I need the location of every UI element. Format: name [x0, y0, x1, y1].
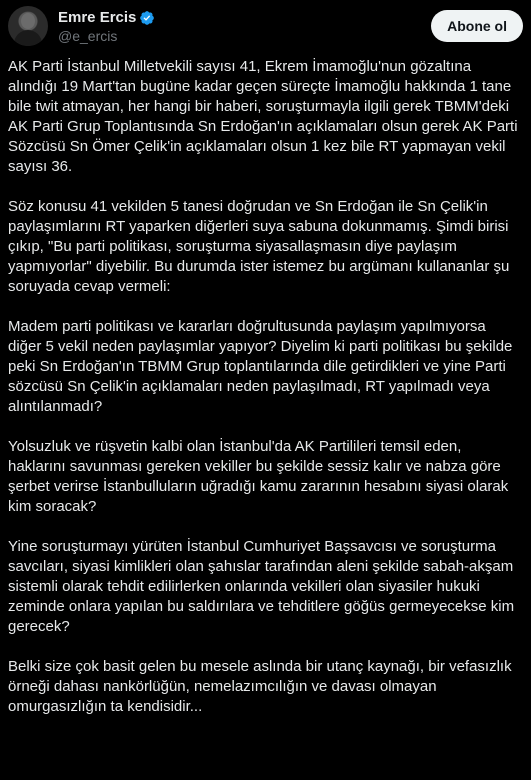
- tweet-paragraph: Belki size çok basit gelen bu mesele aslında bir utanç kaynağı, bir vefasızlık örneği dahası nankörlüğün, nemelazımcılığın ve davası olmayan omurgasızlığın ta kendisidir...: [8, 658, 512, 715]
- tweet-paragraph: Yolsuzluk ve rüşvetin kalbi olan İstanbul'da AK Partilileri temsil eden, haklarını savunması gereken vekiller bu şekilde sessiz kalır ve nabza göre şerbet verirse İstanbulluların uğradığı kamu zararının hesabını siyasi olarak kim soracak?: [8, 438, 509, 515]
- author-handle[interactable]: @e_ercis: [58, 28, 118, 44]
- verified-badge-icon: [139, 10, 155, 26]
- display-name-row: [58, 8, 155, 27]
- avatar-body: [14, 30, 42, 46]
- tweet-text: [8, 57, 523, 717]
- follow-button[interactable]: Abone ol: [431, 10, 523, 42]
- tweet-paragraph: Yine soruşturmayı yürüten İstanbul Cumhuriyet Başsavcısı ve soruşturma savcıları, siyasi kimlikleri olan şahıslar tarafından aleni şekilde sabah-akşam sistemli olarak tehdit edilirlerken onlarında vekilleri olan siyasiler hukuki zeminde onlara yapılan bu saldırılara ve tehditlere göğüs germeyecekse kim gerecek?: [8, 538, 515, 635]
- avatar-head: [21, 13, 35, 29]
- tweet-paragraph: AK Parti İstanbul Milletvekili sayısı 41, Ekrem İmamoğlu'nun gözaltına alındığı 19 Mart'tan bugüne kadar geçen süreçte İmamoğlu hakkında 1 tane bile twit atmayan, her hangi bir haberi, soruşturmayla ilgili gerek TBMM'deki AK Parti Grup Toplantısında Sn Erdoğan'ın açıklamaları olsun gerek AK Parti Sözcüsü Sn Ömer Çelik'in açıklamaları olsun 1 kez bile RT yapmayan vekil sayısı 36.: [8, 58, 518, 175]
- avatar[interactable]: [8, 6, 48, 46]
- display-name[interactable]: Emre Ercis: [58, 9, 137, 26]
- tweet-header: [8, 6, 523, 46]
- tweet-paragraph: Söz konusu 41 vekilden 5 tanesi doğrudan ve Sn Erdoğan ile Sn Çelik'in paylaşımlarını RT yaparken diğerleri suya sabuna dokunmamış. Şimdi birisi çıkıp, "Bu parti politikası, soruşturma siyasallaşmasın diye paylaşım yapmıyorlar" diyebilir. Bu durumda ister istemez bu argümanı kullananlar şu soruyada cevap vermeli:: [8, 198, 510, 295]
- tweet-paragraph: Madem parti politikası ve kararları doğrultusunda paylaşım yapılmıyorsa diğer 5 vekil neden paylaşımlar yapıyor? Diyelim ki parti politikası bu şekilde peki Sn Erdoğan'ın TBMM Grup toplantılarında dile getirdikleri ve yine Parti sözcüsü Sn Çelik'in açıklamaları neden paylaşılmadı, RT yapılmadı veya alıntılanmadı?: [8, 318, 513, 415]
- author-names: [58, 8, 155, 44]
